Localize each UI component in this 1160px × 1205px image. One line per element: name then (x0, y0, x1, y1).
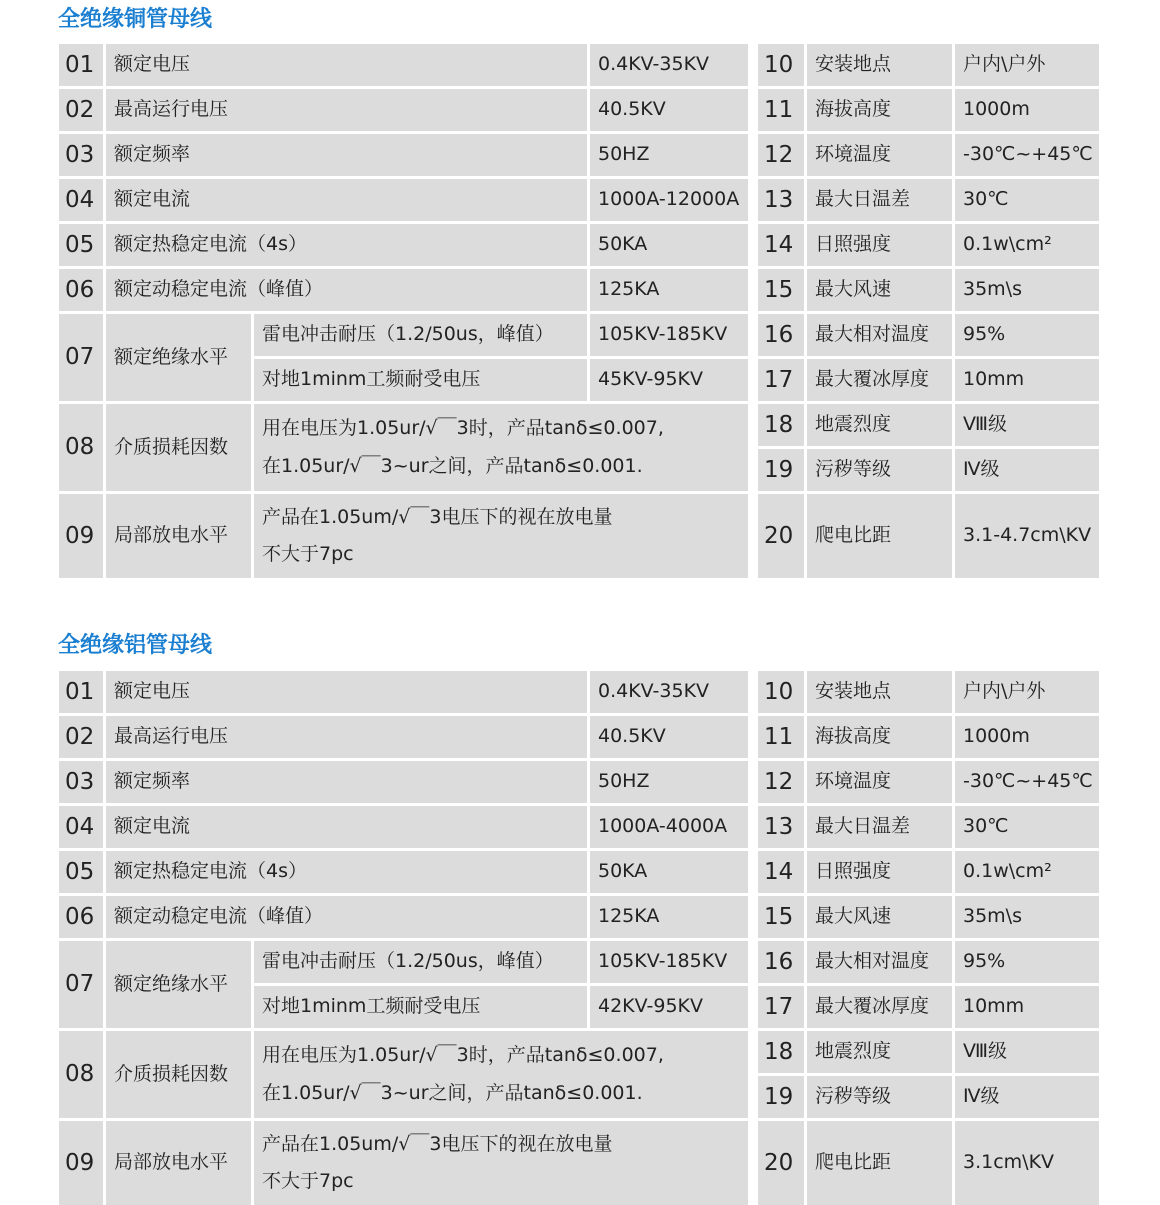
row-number: 08 (59, 404, 103, 491)
row-number: 07 (59, 314, 103, 401)
param-name: 最大风速 (807, 269, 952, 311)
row-number: 01 (59, 44, 103, 86)
param-name: 额定频率 (106, 761, 587, 803)
row-number: 09 (59, 494, 103, 578)
row-number: 02 (59, 716, 103, 758)
row-number: 12 (758, 761, 804, 803)
param-description (254, 494, 748, 578)
param-value: 3.1-4.7cm\KV (955, 494, 1099, 578)
param-name: 额定电流 (106, 806, 587, 848)
param-name: 最大日温差 (807, 806, 952, 848)
row-number: 10 (758, 44, 804, 86)
param-value: 50HZ (590, 761, 748, 803)
param-name: 最高运行电压 (106, 89, 587, 131)
param-value: 35m\s (955, 269, 1099, 311)
param-name: 爬电比距 (807, 1121, 952, 1205)
description-line: 用在电压为1.05ur/√￣3时，产品tanδ≤0.007, (262, 1044, 664, 1067)
row-number: 05 (59, 224, 103, 266)
row-number: 18 (758, 1031, 804, 1073)
param-name: 额定电压 (106, 44, 587, 86)
row-number: 16 (758, 314, 804, 356)
param-value: 0.1w\cm² (955, 851, 1099, 893)
row-number: 06 (59, 269, 103, 311)
description-line: 在1.05ur/√￣3~ur之间，产品tanδ≤0.001. (262, 1081, 643, 1104)
row-number: 11 (758, 716, 804, 758)
param-value: 95% (955, 314, 1099, 356)
row-number: 02 (59, 89, 103, 131)
row-number: 13 (758, 179, 804, 221)
row-number: 01 (59, 671, 103, 713)
description-line: 产品在1.05um/√￣3电压下的视在放电量 (262, 1132, 613, 1155)
param-name: 额定绝缘水平 (106, 941, 251, 1028)
param-name: 日照强度 (807, 851, 952, 893)
param-value: 125KA (590, 269, 748, 311)
param-name: 最大相对温度 (807, 314, 952, 356)
param-name: 额定动稳定电流（峰值） (106, 269, 587, 311)
row-number: 16 (758, 941, 804, 983)
param-description (254, 1031, 748, 1118)
param-name: 额定频率 (106, 134, 587, 176)
param-description (254, 404, 748, 491)
param-value: 0.4KV-35KV (590, 44, 748, 86)
row-number: 08 (59, 1031, 103, 1118)
row-number: 14 (758, 851, 804, 893)
param-name: 地震烈度 (807, 404, 952, 446)
row-number: 11 (758, 89, 804, 131)
param-value: 35m\s (955, 896, 1099, 938)
spec-table-left (59, 44, 748, 578)
param-value: 50HZ (590, 134, 748, 176)
row-number: 17 (758, 986, 804, 1028)
param-value: 户内\户外 (955, 44, 1099, 86)
param-value: -30℃~+45℃ (955, 761, 1099, 803)
row-number: 04 (59, 806, 103, 848)
param-name: 地震烈度 (807, 1031, 952, 1073)
param-value: 125KA (590, 896, 748, 938)
row-number: 13 (758, 806, 804, 848)
param-name: 最大覆冰厚度 (807, 986, 952, 1028)
param-value: 10mm (955, 359, 1099, 401)
param-name: 安装地点 (807, 44, 952, 86)
param-value: 105KV-185KV (590, 314, 748, 356)
param-value: 50KA (590, 224, 748, 266)
param-value: Ⅷ级 (955, 1031, 1099, 1073)
row-number: 18 (758, 404, 804, 446)
row-number: 03 (59, 134, 103, 176)
description-line: 不大于7pc (262, 543, 354, 565)
param-name: 海拔高度 (807, 89, 952, 131)
param-value: 30℃ (955, 179, 1099, 221)
description-line: 用在电压为1.05ur/√￣3时，产品tanδ≤0.007, (262, 417, 664, 440)
param-value: -30℃~+45℃ (955, 134, 1099, 176)
param-name: 介质损耗因数 (106, 1031, 251, 1118)
section-title: 全绝缘铜管母线 (58, 7, 213, 32)
param-name: 额定热稳定电流（4s） (106, 224, 587, 266)
param-value: 户内\户外 (955, 671, 1099, 713)
param-value: 10mm (955, 986, 1099, 1028)
row-number: 03 (59, 761, 103, 803)
row-number: 10 (758, 671, 804, 713)
row-number: 20 (758, 494, 804, 578)
sub-param-label: 雷电冲击耐压（1.2/50us，峰值） (254, 941, 587, 983)
param-value: 3.1cm\KV (955, 1121, 1099, 1205)
row-number: 09 (59, 1121, 103, 1205)
row-number: 12 (758, 134, 804, 176)
param-value: 40.5KV (590, 89, 748, 131)
param-name: 海拔高度 (807, 716, 952, 758)
description-line: 在1.05ur/√￣3~ur之间，产品tanδ≤0.001. (262, 454, 643, 477)
param-value: 50KA (590, 851, 748, 893)
row-number: 06 (59, 896, 103, 938)
param-name: 安装地点 (807, 671, 952, 713)
param-value: 0.1w\cm² (955, 224, 1099, 266)
spec-table-left (59, 671, 748, 1205)
row-number: 04 (59, 179, 103, 221)
sub-param-label: 雷电冲击耐压（1.2/50us，峰值） (254, 314, 587, 356)
param-name: 最大风速 (807, 896, 952, 938)
row-number: 05 (59, 851, 103, 893)
param-name: 额定动稳定电流（峰值） (106, 896, 587, 938)
param-name: 局部放电水平 (106, 1121, 251, 1205)
param-value: Ⅳ级 (955, 449, 1099, 491)
row-number: 19 (758, 449, 804, 491)
param-name: 污秽等级 (807, 1076, 952, 1118)
param-name: 额定热稳定电流（4s） (106, 851, 587, 893)
param-name: 局部放电水平 (106, 494, 251, 578)
param-value: 1000m (955, 89, 1099, 131)
param-name: 最大日温差 (807, 179, 952, 221)
row-number: 19 (758, 1076, 804, 1118)
param-name: 最大相对温度 (807, 941, 952, 983)
param-value: Ⅷ级 (955, 404, 1099, 446)
param-value: 30℃ (955, 806, 1099, 848)
row-number: 17 (758, 359, 804, 401)
param-value: 1000A-12000A (590, 179, 748, 221)
spec-table-right (758, 44, 1099, 578)
param-name: 环境温度 (807, 761, 952, 803)
description-line: 不大于7pc (262, 1170, 354, 1192)
param-value: Ⅳ级 (955, 1076, 1099, 1118)
param-value: 105KV-185KV (590, 941, 748, 983)
param-name: 额定电流 (106, 179, 587, 221)
description-line: 产品在1.05um/√￣3电压下的视在放电量 (262, 505, 613, 528)
param-value: 45KV-95KV (590, 359, 748, 401)
param-name: 额定绝缘水平 (106, 314, 251, 401)
param-description (254, 1121, 748, 1205)
param-name: 日照强度 (807, 224, 952, 266)
param-name: 介质损耗因数 (106, 404, 251, 491)
param-value: 1000m (955, 716, 1099, 758)
sub-param-label: 对地1minm工频耐受电压 (254, 359, 587, 401)
param-name: 污秽等级 (807, 449, 952, 491)
row-number: 15 (758, 896, 804, 938)
row-number: 14 (758, 224, 804, 266)
param-name: 环境温度 (807, 134, 952, 176)
row-number: 07 (59, 941, 103, 1028)
param-name: 最大覆冰厚度 (807, 359, 952, 401)
param-value: 0.4KV-35KV (590, 671, 748, 713)
param-name: 额定电压 (106, 671, 587, 713)
param-value: 95% (955, 941, 1099, 983)
param-name: 爬电比距 (807, 494, 952, 578)
sub-param-label: 对地1minm工频耐受电压 (254, 986, 587, 1028)
param-value: 1000A-4000A (590, 806, 748, 848)
row-number: 15 (758, 269, 804, 311)
spec-table-right (758, 671, 1099, 1205)
row-number: 20 (758, 1121, 804, 1205)
param-value: 42KV-95KV (590, 986, 748, 1028)
param-name: 最高运行电压 (106, 716, 587, 758)
section-title: 全绝缘铝管母线 (58, 633, 213, 658)
param-value: 40.5KV (590, 716, 748, 758)
